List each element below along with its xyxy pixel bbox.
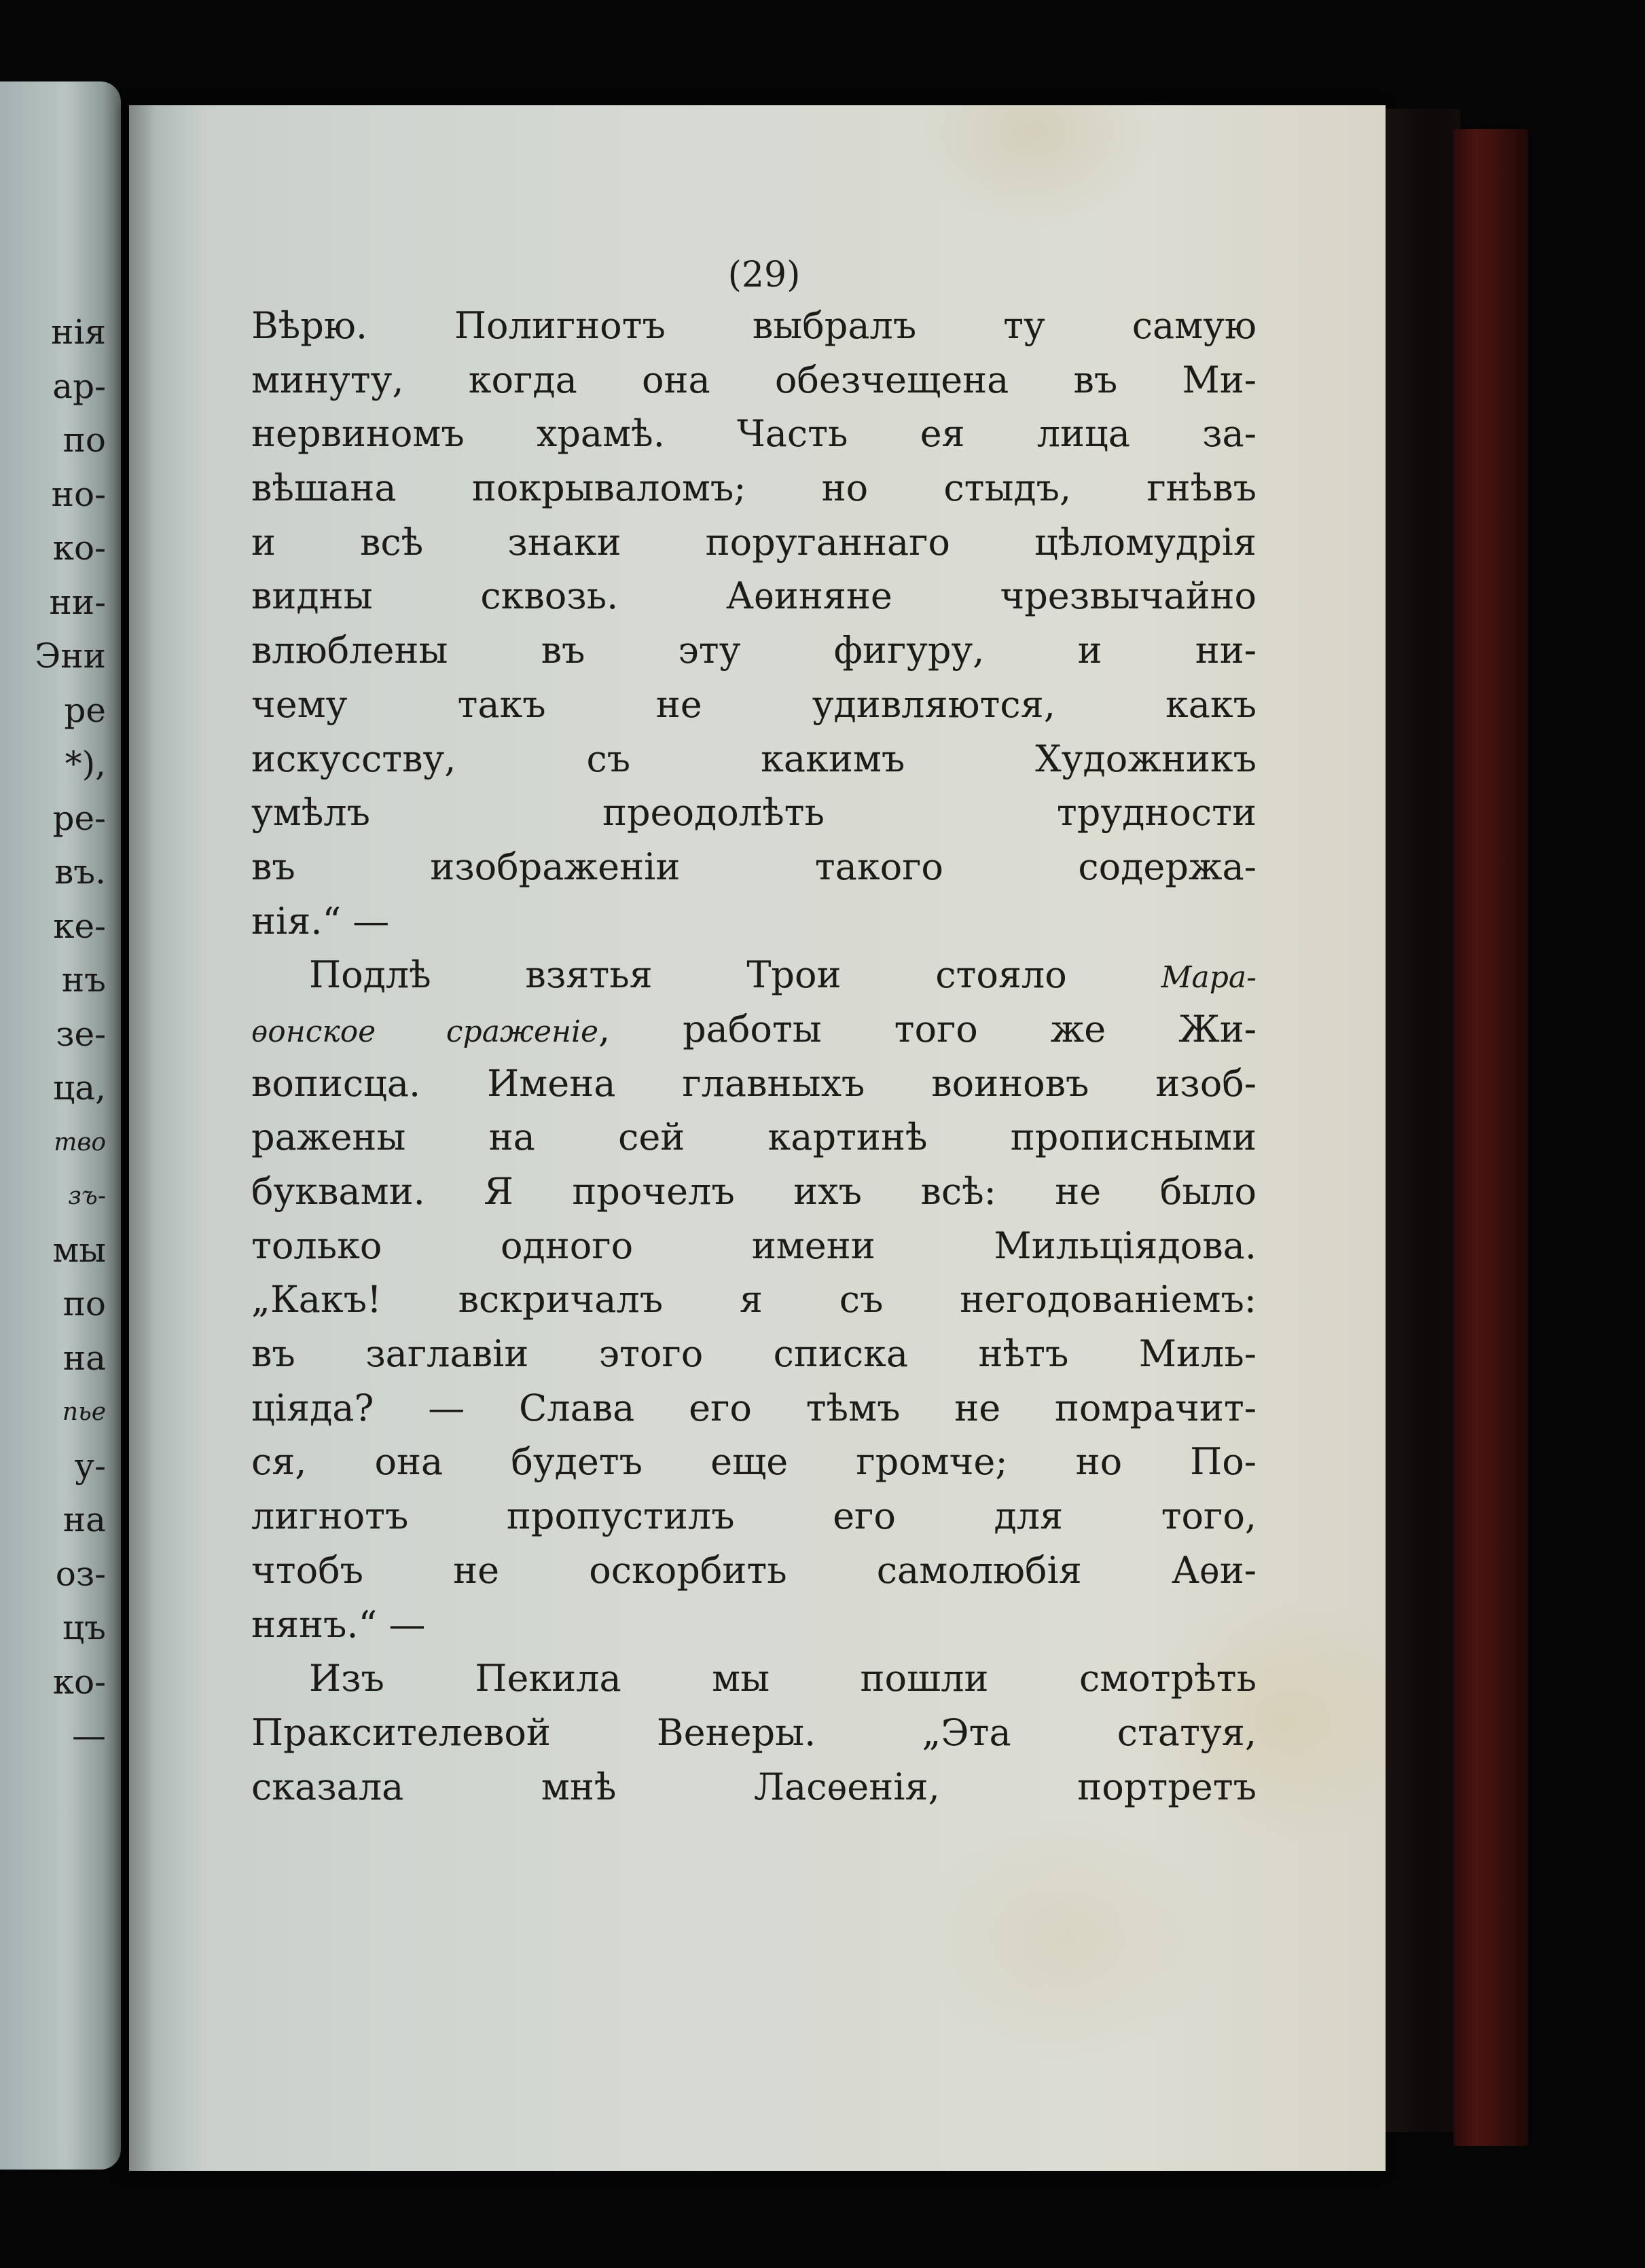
- fragment-line: —: [72, 1716, 106, 1755]
- page-gutter-shadow: [129, 105, 156, 2171]
- text-line: сказала мнѣ Ласѳенія, портретъ: [251, 1765, 1257, 1808]
- fragment-line: мы: [52, 1230, 106, 1270]
- text-line: [251, 948, 1257, 1002]
- fragment-line: *),: [65, 744, 106, 784]
- text-line: ражены на сей картинѣ прописными: [251, 1116, 1257, 1159]
- text-line: только одного имени Мильціядова.: [251, 1224, 1257, 1267]
- page-body-text: [251, 299, 1257, 1814]
- fragment-line: ке-: [53, 906, 106, 946]
- text-line: лигнотъ пропустилъ его для того,: [251, 1495, 1257, 1538]
- text-line: въ заглавіи этого списка нѣтъ Миль-: [251, 1332, 1257, 1376]
- fragment-line: ко-: [52, 528, 106, 568]
- previous-page-edge: [0, 81, 121, 2170]
- fragment-line: оз-: [55, 1554, 106, 1594]
- fragment-line: зе-: [56, 1014, 106, 1054]
- text-line: искусству, съ какимъ Художникъ: [251, 737, 1257, 780]
- italic-title-run: Мара-: [1161, 960, 1257, 995]
- fragment-line: нія: [51, 312, 106, 352]
- fragment-line: цъ: [62, 1608, 106, 1647]
- text-line: ся, она будетъ еще громче; но По-: [251, 1440, 1257, 1484]
- book-page: [129, 105, 1386, 2171]
- text-run: , работы того же Жи-: [598, 1007, 1257, 1050]
- text-line: чтобъ не оскорбить самолюбія Аѳи-: [251, 1548, 1257, 1592]
- text-line: чему такъ не удивляются, какъ: [251, 682, 1257, 726]
- text-line: нія.“ —: [251, 899, 390, 943]
- text-line: умѣлъ преодолѣть трудности: [251, 791, 1257, 835]
- text-line: буквами. Я прочелъ ихъ всѣ: не было: [251, 1170, 1257, 1213]
- fragment-line: у-: [74, 1446, 106, 1486]
- fragment-line: ца,: [53, 1068, 106, 1108]
- fragment-line: но-: [51, 474, 106, 514]
- text-line: влюблены въ эту фигуру, и ни-: [251, 629, 1257, 672]
- previous-page-text-fragments: [35, 306, 106, 1763]
- fragment-line: Эни: [35, 636, 106, 676]
- text-line: Вѣрю. Полигнотъ выбралъ ту самую: [251, 304, 1257, 347]
- page-number: (29): [727, 255, 801, 295]
- italic-title-run: ѳонское сраженіе: [251, 1014, 599, 1049]
- fragment-line: ар-: [52, 366, 106, 406]
- text-line: ціяда? — Слава его тѣмъ не помрачит-: [251, 1386, 1257, 1429]
- fragment-line: въ.: [54, 852, 106, 892]
- text-line: вѣшана покрываломъ; но стыдъ, гнѣвъ: [251, 467, 1257, 510]
- fragment-line: по: [62, 1284, 106, 1323]
- fragment-line: ни-: [49, 582, 106, 622]
- text-line: и всѣ знаки поруганнаго цѣломудрія: [251, 520, 1257, 564]
- fragment-line: по: [62, 420, 106, 460]
- text-line: Праксителевой Венеры. „Эта статуя,: [251, 1711, 1257, 1754]
- fragment-line: пье: [62, 1398, 106, 1426]
- fragment-line: нъ: [61, 960, 106, 1000]
- fragment-line: зъ-: [68, 1182, 106, 1210]
- text-line: нервиномъ храмѣ. Часть ея лица за-: [251, 412, 1257, 456]
- book-cover-edge: [1453, 129, 1528, 2146]
- text-line: нянъ.“ —: [251, 1603, 426, 1646]
- text-line: Изъ Пекила мы пошли смотрѣть: [309, 1657, 1257, 1700]
- fragment-line: тво: [54, 1128, 106, 1156]
- text-line: въ изображеніи такого содержа-: [251, 845, 1257, 888]
- text-line: [251, 1002, 1257, 1057]
- fragment-line: на: [62, 1338, 106, 1378]
- fragment-line: на: [62, 1500, 106, 1539]
- text-line: видны сквозь. Аѳиняне чрезвычайно: [251, 574, 1257, 618]
- fragment-line: ре-: [52, 798, 106, 838]
- text-line: вописца. Имена главныхъ воиновъ изоб-: [251, 1061, 1257, 1105]
- text-line: минуту, когда она обезчещена въ Ми-: [251, 358, 1257, 401]
- text-line: „Какъ! вскричалъ я съ негодованіемъ:: [251, 1278, 1257, 1321]
- fragment-line: ко-: [52, 1662, 106, 1702]
- page-edge-shadow: [1379, 109, 1460, 2132]
- text-run: Подлѣ взятья Трои стояло: [309, 953, 1161, 997]
- fragment-line: ре: [64, 690, 106, 730]
